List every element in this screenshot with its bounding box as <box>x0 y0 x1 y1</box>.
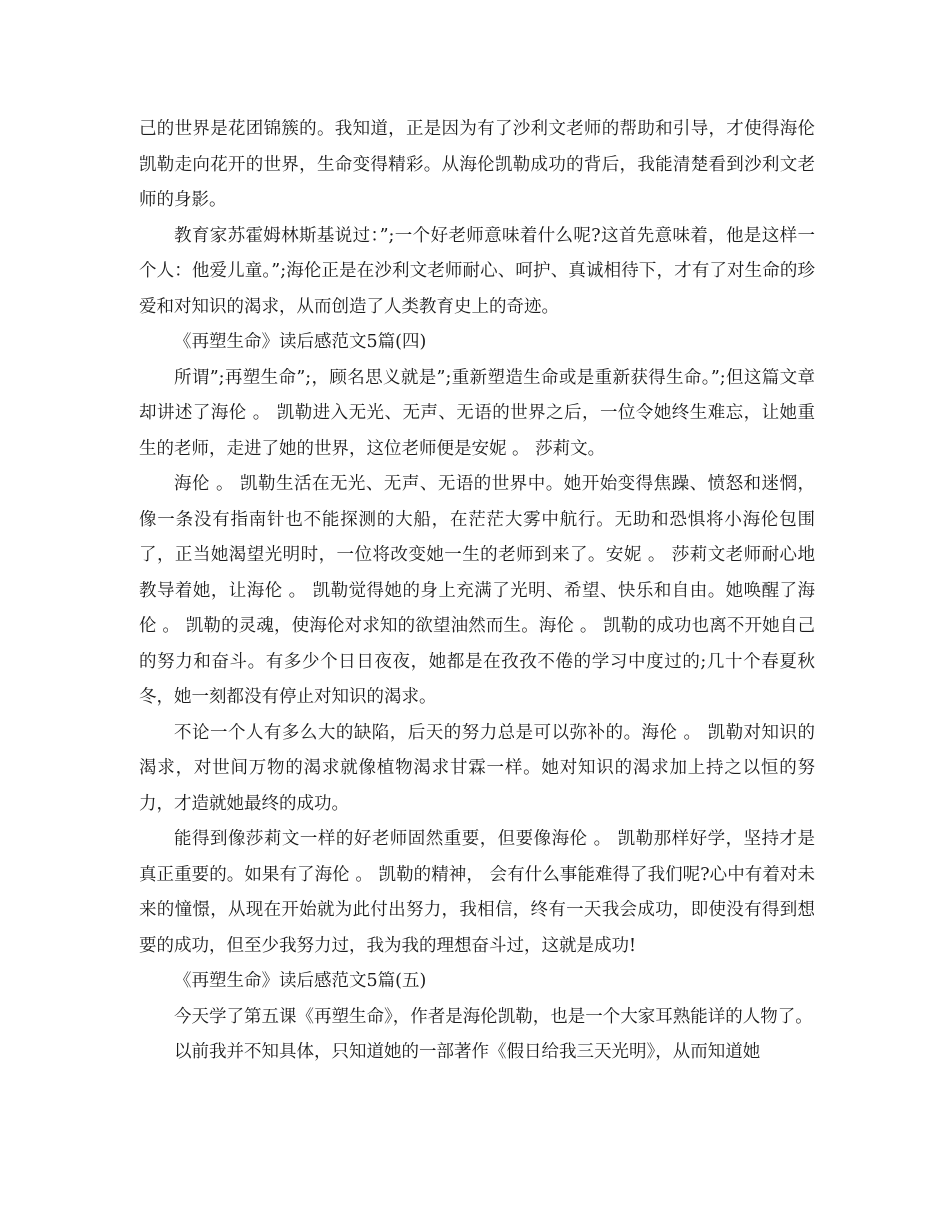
section-heading-5: 《再塑生命》读后感范文5篇(五) <box>174 971 427 991</box>
paragraph-6: 能得到像莎莉文一样的好老师固然重要，但要像海伦 。 凯勒那样好学，坚持才是真正重要的。如果有了海伦 。 凯勒的精神， 会有什么事能难得了我们呢?心中有着对未来的憧憬，从现在开始就为此付出努力，我相信，终有一天我会成功，即使没有得到想要的成功，但至少我努力过，我为我的理想奋斗过，这就是成功! <box>139 829 815 956</box>
paragraph-4: 海伦 。 凯勒生活在无光、无声、无语的世界中。她开始变得焦躁、愤怒和迷惘，像一条没有指南针也不能探测的大船，在茫茫大雾中航行。无助和恐惧将小海伦包围了，正当她渴望光明时，一位将改变她一生的老师到来了。安妮 。 莎莉文老师耐心地教导着她，让海伦 。 凯勒觉得她的身上充满了光明、希望、快乐和自由。她唤醒了海伦 。 凯勒的灵魂，使海伦对求知的欲望油然而生。海伦 。 凯勒的成功也离不开她自己的努力和奋斗。有多少个日日夜夜，她都是在孜孜不倦的学习中度过的;几十个春夏秋冬，她一刻都没有停止对知识的渴求。 <box>139 474 815 707</box>
section-heading-4: 《再塑生命》读后感范文5篇(四) <box>174 332 427 352</box>
paragraph-5: 不论一个人有多么大的缺陷，后天的努力总是可以弥补的。海伦 。 凯勒对知识的渴求，对世间万物的渴求就像植物渴求甘霖一样。她对知识的渴求加上持之以恒的努力，才造就她最终的成功。 <box>139 722 815 814</box>
paragraph-2: 教育家苏霍姆林斯基说过：”;一个好老师意味着什么呢?这首先意味着，他是这样一个人：他爱儿童。”;海伦正是在沙利文老师耐心、呵护、真诚相待下，才有了对生命的珍爱和对知识的渴求，从而创造了人类教育史上的奇迹。 <box>139 225 815 317</box>
paragraph-7: 今天学了第五课《再塑生命》，作者是海伦凯勒，也是一个大家耳熟能详的人物了。 <box>174 1006 813 1027</box>
document-body <box>139 112 815 1071</box>
paragraph-8: 以前我并不知具体，只知道她的一部著作《假日给我三天光明》，从而知道她 <box>174 1042 761 1062</box>
paragraph-1: 己的世界是花团锦簇的。我知道，正是因为有了沙利文老师的帮助和引导，才使得海伦凯勒走向花开的世界，生命变得精彩。从海伦凯勒成功的背后，我能清楚看到沙利文老师的身影。 <box>139 119 815 210</box>
paragraph-3: 所谓”;再塑生命”;，顾名思义就是”;重新塑造生命或是重新获得生命。”;但这篇文章却讲述了海伦 。 凯勒进入无光、无声、无语的世界之后，一位令她终生难忘，让她重生的老师，走进了她的世界，这位老师便是安妮 。 莎莉文。 <box>139 367 815 459</box>
